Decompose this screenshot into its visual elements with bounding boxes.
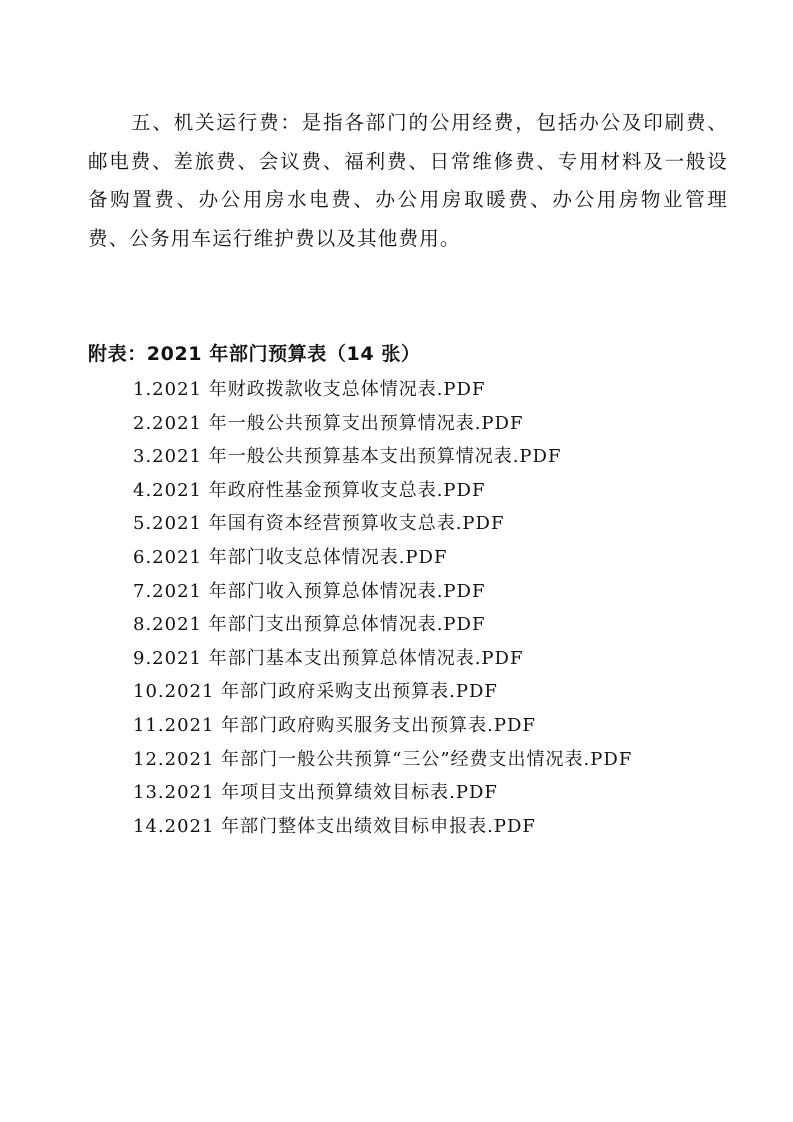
attachment-item: 12.2021 年部门一般公共预算“三公”经费支出情况表.PDF [133,748,633,770]
attachment-item: 6.2021 年部门收支总体情况表.PDF [133,546,448,568]
attachment-item: 2.2021 年一般公共预算支出预算情况表.PDF [133,412,524,434]
attachment-item: 10.2021 年部门政府采购支出预算表.PDF [133,681,498,703]
attachment-item: 8.2021 年部门支出预算总体情况表.PDF [133,614,486,636]
attachment-item: 13.2021 年项目支出预算绩效目标表.PDF [133,782,498,804]
attachment-item: 14.2021 年部门整体支出绩效目标申报表.PDF [133,815,536,837]
attachment-item: 5.2021 年国有资本经营预算收支总表.PDF [133,513,505,535]
attachment-heading: 附表：2021 年部门预算表（14 张） [88,343,421,365]
attachment-item: 1.2021 年财政拨款收支总体情况表.PDF [133,379,486,400]
attachment-item: 4.2021 年政府性基金预算收支总表.PDF [133,479,486,501]
attachment-item: 11.2021 年部门政府购买服务支出预算表.PDF [133,714,536,736]
attachment-item: 7.2021 年部门收入预算总体情况表.PDF [133,580,486,602]
operating-expense-paragraph: 五、机关运行费：是指各部门的公用经费，包括办公及印刷费、邮电费、差旅费、会议费、福利费、日常维修费、专用材料及一般设备购置费、办公用房水电费、办公用房取暖费、办公用房物业管理费、公务用车运行维护费以及其他费用。 [88,111,728,250]
attachment-item: 9.2021 年部门基本支出预算总体情况表.PDF [133,647,524,669]
attachment-list [133,373,632,843]
attachment-item: 3.2021 年一般公共预算基本支出预算情况表.PDF [133,446,562,468]
